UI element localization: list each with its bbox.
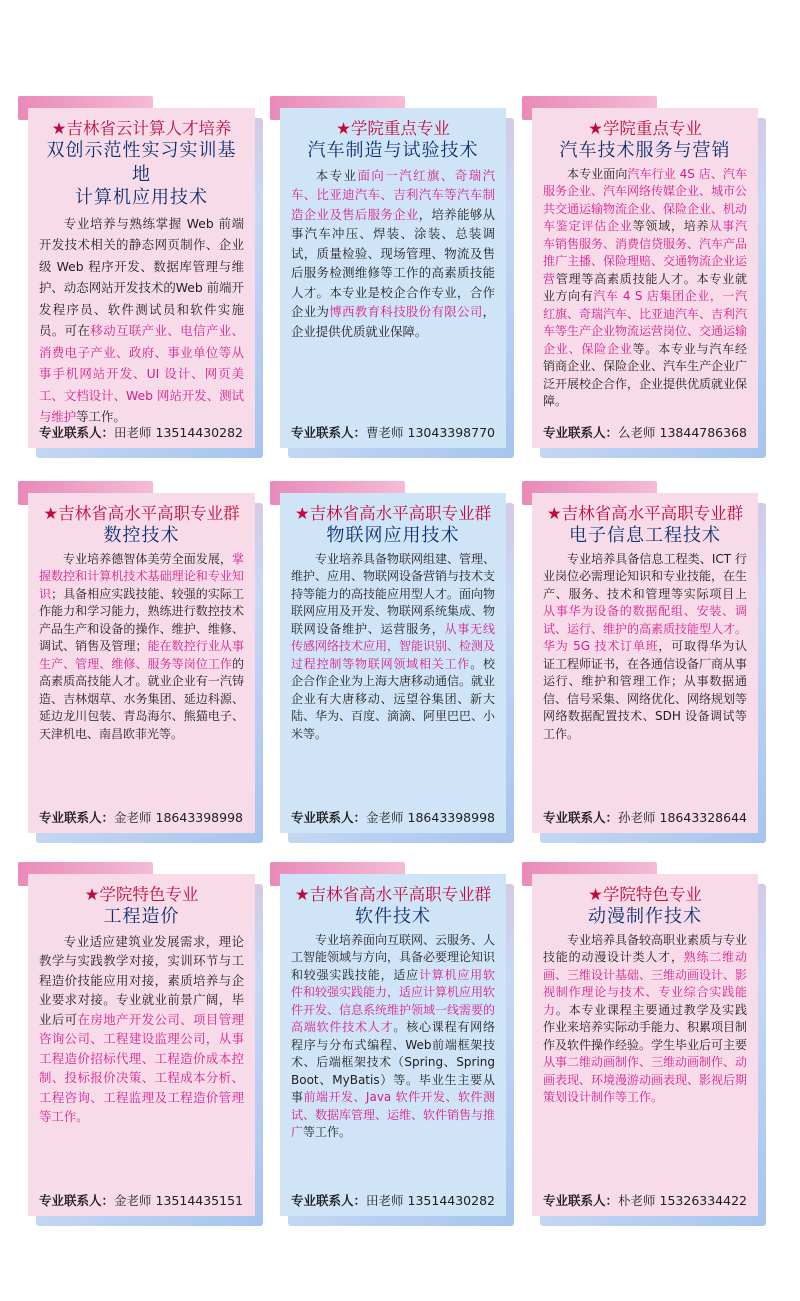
highlight-text: 从事汽车销售服务、消费信贷服务、汽车产品推广主播、保险理赔、交通物流企业运营 xyxy=(543,219,748,286)
description-text: 专业培养面向互联网、云服务、人工智能领域与方向，具备必要理论知识和较强实践技能，适应 xyxy=(291,932,496,982)
description-text: 专业培养德智体美劳全面发展， xyxy=(63,551,232,566)
contact-label: 专业联系人： xyxy=(39,1193,115,1208)
card-panel xyxy=(280,874,506,1216)
contact-line xyxy=(39,423,243,441)
contact-label: 专业联系人： xyxy=(543,810,619,825)
contact-phone: 13043398770 xyxy=(407,425,495,440)
contact-phone: 15326334422 xyxy=(659,1193,747,1208)
description-text: 专业培养具备物联网组建、管理、维护、应用、物联网设备营销与技术支持等能力的高技能应用型人才。面向物联网应用及开发、物联网系统集成、物联网设备维护、运营服务， xyxy=(291,551,496,636)
star-icon: ★ xyxy=(84,885,100,904)
major-description xyxy=(39,551,244,744)
contact-line xyxy=(543,808,747,826)
contact-phone: 13514435151 xyxy=(155,1193,243,1208)
major-description xyxy=(291,932,495,1142)
major-name: 软件技术 xyxy=(355,906,431,928)
contact-name: 金老师 xyxy=(366,810,404,825)
card-kicker xyxy=(291,503,495,524)
highlight-text: 汽车 4 S 店集团企业，一汽红旗、奇瑞汽车、比亚迪汽车、吉利汽车等生产企业物流运营岗位、交通运输企业、保险企业 xyxy=(543,289,748,356)
highlight-text: 移动互联产业、电信产业、消费电子产业、政府、事业单位等从事手机网站开发、UI 设计、网页美工、文档设计、Web 网站开发、测试与维护 xyxy=(39,323,245,425)
contact-line xyxy=(39,808,243,826)
card-kicker xyxy=(543,118,747,139)
description-text: ，可取得华为认证工程师证书，在各通信设备厂商从事运行、维护和管理工作；从事数据通信、信号采集、网络优化、网络规划等网络数据配置技术、SDH 设备调试等工作。 xyxy=(543,639,748,741)
major-card xyxy=(28,493,255,833)
major-name: 动漫制作技术 xyxy=(588,906,702,928)
highlight-text: 博西教育科技股份有限公司 xyxy=(329,304,483,320)
major-card xyxy=(28,108,255,448)
card-title xyxy=(291,503,495,548)
card-kicker-text: 学院重点专业 xyxy=(602,119,702,138)
description-text: 专业培养与熟练掌握 Web 前端开发技术相关的静态网页制作、企业级 Web 程序开发、数据库管理与维护、动态网站开发技术的Web 前端开发程序员、软件测试员和软件实施员。可在 xyxy=(39,215,244,339)
card-title xyxy=(291,118,495,163)
description-text: 专业培养具备信息工程类、ICT 行业岗位必需理论知识和专业技能，在生产、服务、技术和管理等实际项目上 xyxy=(543,551,748,601)
card-kicker xyxy=(291,884,495,905)
contact-label: 专业联系人： xyxy=(39,425,115,440)
description-text: 专业适应建筑业发展需求，理论教学与实践教学对接，实训环节与工程造价技能应用对接，素质培养与企业要求对接。专业就业前景广阔，毕业后可 xyxy=(39,933,244,1027)
card-kicker-text: 吉林省高水平高职专业群 xyxy=(58,504,240,523)
card-kicker xyxy=(543,884,747,905)
card-panel xyxy=(28,493,255,833)
contact-line xyxy=(543,423,747,441)
contact-phone: 13514430282 xyxy=(155,425,243,440)
description-text: 专业培养具备较高职业素质与专业技能的动漫设计类人才， xyxy=(543,932,748,965)
contact-phone: 18643328644 xyxy=(659,810,747,825)
major-description xyxy=(543,932,747,1107)
card-kicker xyxy=(39,884,244,905)
card-panel xyxy=(28,874,255,1216)
contact-name: 曹老师 xyxy=(366,425,404,440)
contact-name: 金老师 xyxy=(114,1193,152,1208)
contact-line xyxy=(39,1191,243,1209)
card-kicker-text: 学院特色专业 xyxy=(99,885,199,904)
major-card xyxy=(28,874,255,1216)
card-title xyxy=(543,884,747,929)
card-kicker-text: 学院重点专业 xyxy=(350,119,450,138)
card-kicker-text: 吉林省高水平高职专业群 xyxy=(561,504,744,523)
major-name: 物联网应用技术 xyxy=(326,525,460,547)
card-kicker xyxy=(543,503,747,524)
description-text: 等工作。 xyxy=(303,1125,352,1140)
major-card xyxy=(532,108,758,448)
major-name: 电子信息工程技术 xyxy=(569,525,721,547)
card-kicker-text: 吉林省云计算人才培养 xyxy=(66,119,232,138)
major-card xyxy=(280,108,506,448)
star-icon: ★ xyxy=(546,504,562,523)
contact-name: 田老师 xyxy=(114,425,152,440)
contact-line xyxy=(291,423,495,441)
star-icon: ★ xyxy=(43,504,59,523)
card-panel xyxy=(532,493,758,833)
star-icon: ★ xyxy=(588,119,603,138)
major-name: 工程造价 xyxy=(103,906,180,928)
major-card xyxy=(280,874,506,1216)
major-description xyxy=(39,213,244,428)
card-kicker xyxy=(291,118,495,139)
contact-name: 朴老师 xyxy=(618,1193,656,1208)
major-name: 数控技术 xyxy=(103,525,180,547)
contact-phone: 18643398998 xyxy=(155,810,243,825)
contact-name: 么老师 xyxy=(618,425,656,440)
major-description xyxy=(291,166,495,342)
contact-label: 专业联系人： xyxy=(291,425,367,440)
highlight-text: 汽车行业 4S 店、汽车服务企业、汽车网络传媒企业、城市公共交通运输物流企业、保险企业、机动车鉴定评估企业 xyxy=(543,166,748,234)
card-panel xyxy=(280,108,506,448)
description-text: 本专业面向 xyxy=(567,166,628,181)
card-panel xyxy=(28,108,255,448)
major-card xyxy=(280,493,506,833)
description-text: 等工作。 xyxy=(76,409,126,425)
card-kicker-text: 学院特色专业 xyxy=(602,885,702,904)
description-text: 。校企合作企业为上海大唐移动通信。就业企业有大唐移动、远望谷集团、新大陆、华为、百度、滴滴、阿里巴巴、小米等。 xyxy=(291,656,496,741)
major-description xyxy=(291,551,495,744)
card-title xyxy=(39,503,244,548)
card-title xyxy=(291,884,495,929)
card-kicker-text: 吉林省高水平高职专业群 xyxy=(309,885,492,904)
contact-phone: 13844786368 xyxy=(659,425,747,440)
card-kicker-text: 吉林省高水平高职专业群 xyxy=(309,504,492,523)
star-icon: ★ xyxy=(294,504,310,523)
star-icon: ★ xyxy=(588,885,603,904)
description-text: ，培养能够从事汽车冲压、焊装、涂装、总装调试，质量检验、现场管理、物流及售后服务检测维修等工作的高素质技能人才。本专业是校企合作专业，合作企业为 xyxy=(291,206,496,320)
description-text: 。本专业课程主要通过教学及实践作业来培养实际动手能力、积累项目制作及软件操作经验。学生毕业后可主要 xyxy=(543,1002,748,1052)
highlight-text: 从事无线传感网络技术应用，智能识别、检测及过程控制等物联网领域相关工作 xyxy=(291,621,496,671)
description-text: 的高素质高技能人才。就业企业有一汽铸造、吉林烟草、水务集团、延边科源、延边龙川包装、青岛海尔、熊猫电子、天津机电、南昌欧菲光等。 xyxy=(39,656,244,741)
highlight-text: 熟练二维动画、三维设计基础、三维动画设计、影视制作理论与技术、专业综合实践能力 xyxy=(543,950,748,1017)
contact-phone: 18643398998 xyxy=(407,810,495,825)
major-description xyxy=(39,932,244,1127)
highlight-text: 掌握数控和计算机技术基础理论和专业知识 xyxy=(39,551,244,601)
highlight-text: 前端开发、Java 软件开发、软件测试、数据库管理、运维、软件销售与推广 xyxy=(291,1090,496,1140)
description-text: 本专业 xyxy=(315,167,358,183)
contact-label: 专业联系人： xyxy=(543,1193,619,1208)
card-panel xyxy=(280,493,506,833)
major-name: 双创示范性实习实训基地 xyxy=(46,140,237,185)
card-title xyxy=(39,884,244,929)
contact-name: 金老师 xyxy=(114,810,152,825)
major-description xyxy=(543,551,747,744)
contact-line xyxy=(291,1191,495,1209)
star-icon: ★ xyxy=(51,119,67,138)
major-name: 计算机应用技术 xyxy=(75,187,208,209)
description-text: ，企业提供优质就业保障。 xyxy=(291,304,496,339)
contact-label: 专业联系人： xyxy=(39,810,115,825)
contact-label: 专业联系人： xyxy=(543,425,619,440)
card-panel xyxy=(532,874,758,1216)
highlight-text: 从事华为设备的数据配组、安装、调试、运行、维护的高素质技能型人才。华为 5G 技术订单班 xyxy=(543,604,748,654)
card-title xyxy=(543,503,747,548)
card-kicker xyxy=(39,503,244,524)
highlight-text: 计算机应用软件和较强实践能力，适应计算机应用软件开发、信息系统维护领域一线需要的高端软件技术人才 xyxy=(291,967,496,1035)
card-kicker xyxy=(39,118,244,139)
major-name: 汽车技术服务与营销 xyxy=(559,140,731,162)
description-text: ；具备相应实践技能、较强的实际工作能力和学习能力，熟练进行数控技术产品生产和设备的操作、维护、维修、调试、销售及管理； xyxy=(39,586,244,654)
major-card xyxy=(532,493,758,833)
major-description xyxy=(543,166,747,411)
highlight-text: 能在数控行业从事生产、管理、维修、服务等岗位工作 xyxy=(39,639,244,671)
star-icon: ★ xyxy=(294,885,310,904)
major-name: 汽车制造与试验技术 xyxy=(307,140,479,162)
contact-label: 专业联系人： xyxy=(291,1193,367,1208)
contact-label: 专业联系人： xyxy=(291,810,367,825)
contact-line xyxy=(543,1191,747,1209)
contact-name: 田老师 xyxy=(366,1193,404,1208)
contact-line xyxy=(291,808,495,826)
description-text: 管理等高素质技能人才。本专业就业方向有 xyxy=(543,271,747,304)
card-title xyxy=(39,118,244,210)
highlight-text: 从事二维动画制作、三维动画制作、动画表现、环境漫游动画表现、影视后期策划设计制作等工作。 xyxy=(543,1055,748,1105)
contact-name: 孙老师 xyxy=(618,810,656,825)
card-title xyxy=(543,118,747,163)
card-panel xyxy=(532,108,758,448)
highlight-text: 面向一汽红旗、奇瑞汽车、比亚迪汽车、吉利汽车等汽车制造企业及售后服务企业 xyxy=(291,167,495,222)
contact-phone: 13514430282 xyxy=(407,1193,495,1208)
description-text: 等领域，培养 xyxy=(632,219,710,234)
description-text: 。核心课程有网络程序与分布式编程、Web前端框架技术、后端框架技术（Spring、Spring Boot、MyBatis）等。毕业生主要从事 xyxy=(291,1020,495,1105)
description-text: 等。本专业与汽车经销商企业、保险企业、汽车生产企业广泛开展校企合作，企业提供优质就业保障。 xyxy=(543,341,748,409)
highlight-text: 在房地产开发公司、项目管理咨询公司、工程建设监理公司，从事工程造价招标代理、工程造价成本控制、投标报价决策、工程成本分析、工程咨询、工程监理及工程造价管理等工作。 xyxy=(39,1011,245,1125)
major-card xyxy=(532,874,758,1216)
star-icon: ★ xyxy=(336,119,351,138)
